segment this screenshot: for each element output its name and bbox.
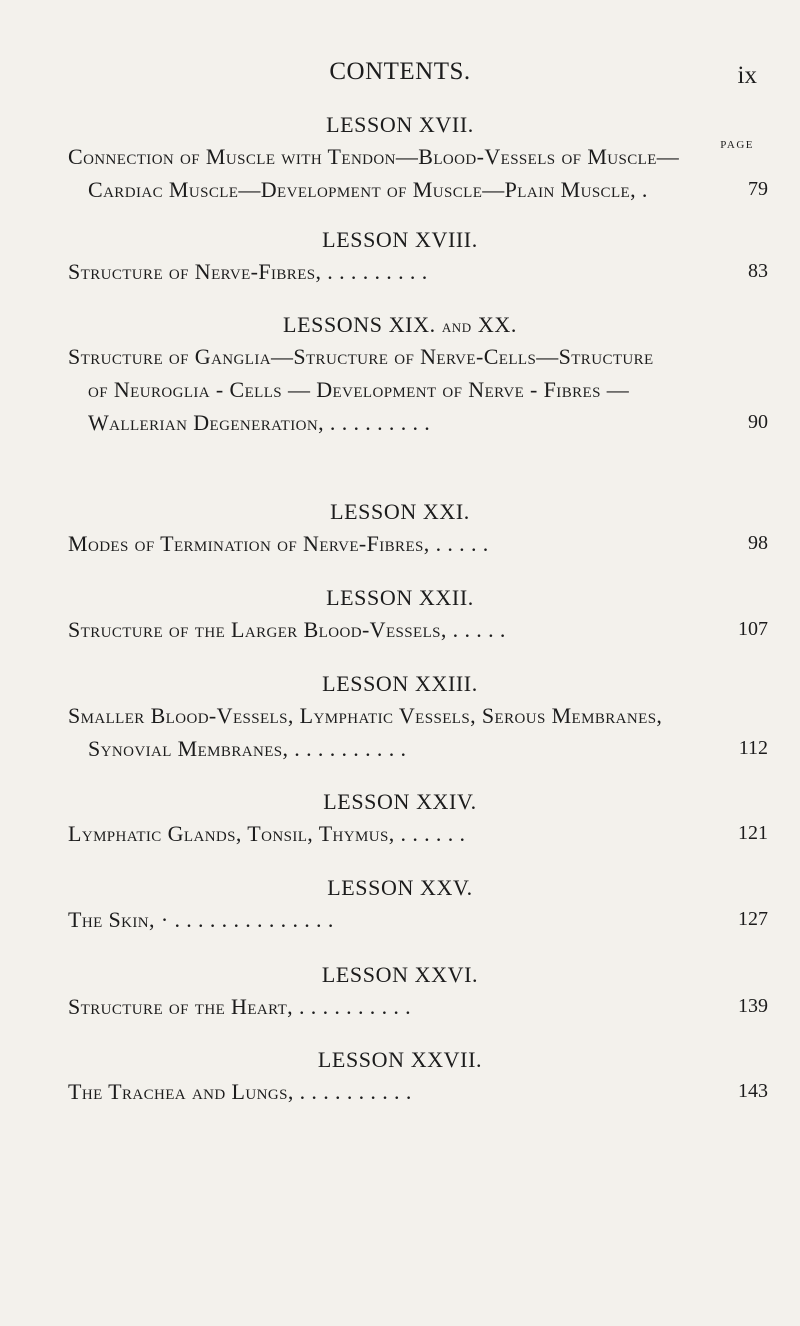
lesson-title: LESSON XXVI. bbox=[321, 962, 479, 987]
lesson-xxv bbox=[0, 873, 800, 936]
lesson-title-tail: XX. bbox=[477, 312, 517, 337]
page-number: 79 bbox=[748, 178, 768, 200]
lesson-xxvii bbox=[0, 1045, 800, 1108]
lesson-xxvi bbox=[0, 960, 800, 1023]
page-number: 127 bbox=[738, 908, 768, 930]
lesson-title bbox=[0, 310, 800, 340]
lesson-title-main: LESSONS XIX. bbox=[283, 312, 436, 337]
lesson-xxiv bbox=[0, 787, 800, 850]
toc-entry bbox=[68, 255, 768, 288]
lesson-xxiii bbox=[0, 669, 800, 765]
page-number: 139 bbox=[738, 995, 768, 1017]
entry-line: The Skin, · . . . . . . . . . . . . . . bbox=[68, 907, 334, 932]
lesson-title: LESSON XXV. bbox=[327, 875, 473, 900]
lesson-title: LESSON XXI. bbox=[330, 499, 470, 524]
entry-line: Connection of Muscle with Tendon—Blood-Vessels of Muscle— bbox=[68, 144, 680, 169]
toc-entry bbox=[68, 340, 768, 439]
entry-line: Cardiac Muscle—Development of Muscle—Plain Muscle, . bbox=[88, 177, 648, 202]
toc-entry bbox=[68, 903, 768, 936]
lesson-title: LESSON XXVII. bbox=[317, 1047, 483, 1072]
lesson-xxi bbox=[0, 497, 800, 560]
lesson-xvii bbox=[0, 110, 800, 206]
entry-line: of Neuroglia - Cells — Development of Nerve - Fibres — bbox=[88, 377, 630, 402]
entry-line: Structure of Nerve-Fibres, . . . . . . . . . bbox=[68, 259, 428, 284]
page-folio: ix bbox=[737, 62, 757, 89]
entry-line: Structure of Ganglia—Structure of Nerve-Cells—Structure bbox=[68, 344, 654, 369]
page-number: 83 bbox=[748, 260, 768, 282]
toc-entry bbox=[68, 990, 768, 1023]
toc-entry bbox=[68, 140, 768, 206]
toc-entry bbox=[68, 527, 768, 560]
lesson-title: LESSON XXIV. bbox=[323, 789, 477, 814]
toc-entry bbox=[68, 817, 768, 850]
toc-entry bbox=[68, 699, 768, 765]
running-head: CONTENTS. bbox=[329, 58, 471, 85]
toc-entry bbox=[68, 613, 768, 646]
entry-line: Wallerian Degeneration, . . . . . . . . . bbox=[88, 410, 431, 435]
entry-line: Lymphatic Glands, Tonsil, Thymus, . . . . . . bbox=[68, 821, 466, 846]
page-number: 121 bbox=[738, 822, 768, 844]
page-number: 107 bbox=[738, 618, 768, 640]
entry-line: Smaller Blood-Vessels, Lymphatic Vessels, Serous Membranes, bbox=[68, 703, 663, 728]
toc-entry bbox=[68, 1075, 768, 1108]
page-number: 98 bbox=[748, 532, 768, 554]
entry-line: Structure of the Heart, . . . . . . . . . . bbox=[68, 994, 412, 1019]
entry-line: The Trachea and Lungs, . . . . . . . . . . bbox=[68, 1079, 412, 1104]
lesson-xxii bbox=[0, 583, 800, 646]
lessons-xix-xx bbox=[0, 310, 800, 439]
lesson-title: LESSON XXIII. bbox=[322, 671, 478, 696]
lesson-title: LESSON XVIII. bbox=[322, 227, 478, 252]
page-number: 143 bbox=[738, 1080, 768, 1102]
page-number: 112 bbox=[738, 737, 768, 759]
entry-line: Modes of Termination of Nerve-Fibres, . . . . . bbox=[68, 531, 489, 556]
page-column-label: PAGE bbox=[720, 139, 754, 151]
lesson-xviii bbox=[0, 225, 800, 288]
entry-line: Synovial Membranes, . . . . . . . . . . bbox=[88, 736, 407, 761]
lesson-title-and: and bbox=[441, 316, 472, 337]
lesson-title: LESSON XVII. bbox=[326, 112, 474, 137]
entry-line: Structure of the Larger Blood-Vessels, . . . . . bbox=[68, 617, 506, 642]
page-number: 90 bbox=[748, 411, 768, 433]
lesson-title: LESSON XXII. bbox=[326, 585, 474, 610]
